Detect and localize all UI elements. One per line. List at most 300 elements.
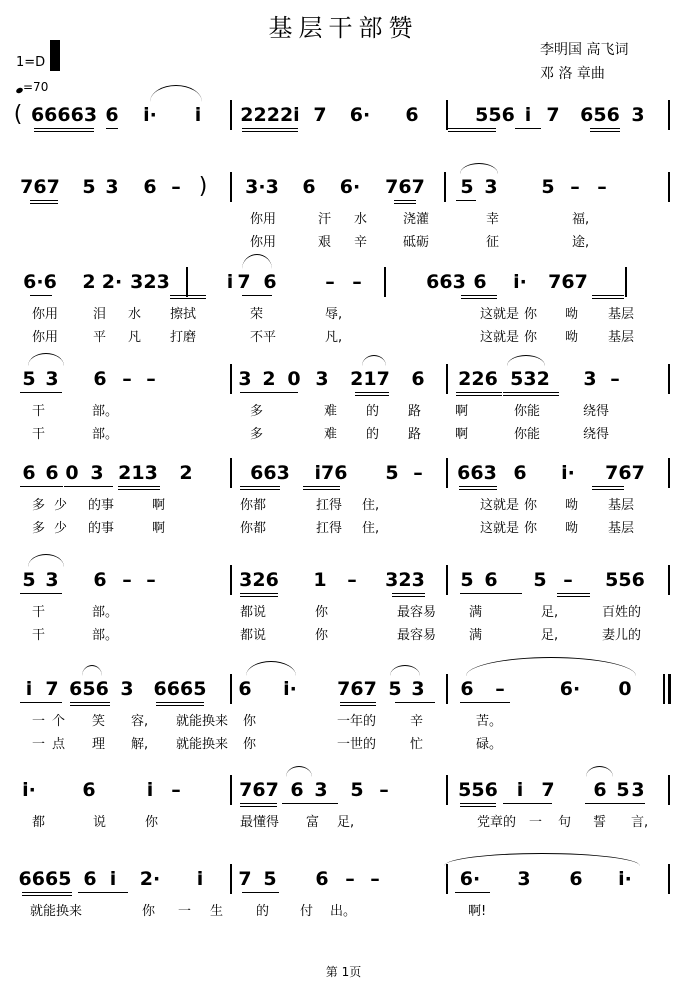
- duration-underline: [448, 128, 496, 129]
- note: 6665: [18, 868, 72, 890]
- note: 6: [83, 868, 97, 890]
- duration-underline: [22, 895, 72, 896]
- lyric-syllable: 足,: [541, 628, 559, 643]
- lyrics-row-2: [0, 423, 687, 443]
- note: 7: [313, 104, 327, 126]
- lyric-syllable: 最容易: [397, 628, 437, 643]
- lyric-syllable: 一: [529, 815, 543, 830]
- note: 7: [238, 868, 252, 890]
- duration-underline: [590, 131, 620, 132]
- lyric-syllable: 都说: [240, 605, 267, 620]
- note: 3: [238, 368, 252, 390]
- lyric-syllable: 水: [128, 307, 142, 322]
- lyric-syllable: 这就是: [480, 521, 520, 536]
- note: 6: [93, 368, 107, 390]
- lyrics-row-2: [0, 231, 687, 251]
- lyric-syllable: 都: [32, 815, 46, 830]
- bar-line: [668, 864, 670, 894]
- duration-underline: [585, 803, 645, 804]
- note: 6·6: [23, 271, 57, 293]
- note: 6: [411, 368, 425, 390]
- lyrics-row-1: [0, 601, 687, 621]
- note: 2·: [101, 271, 123, 293]
- page-title: 基层干部赞: [268, 14, 419, 42]
- lyric-syllable: 多: [250, 404, 264, 419]
- duration-underline: [395, 702, 435, 703]
- notes-row: [0, 368, 687, 398]
- lyric-syllable: 你: [142, 904, 156, 919]
- note: i: [196, 868, 204, 890]
- key-signature: 1=D: [16, 55, 46, 70]
- lyric-syllable: 啊: [455, 427, 469, 442]
- duration-underline: [30, 295, 52, 296]
- lyric-syllable: 呦: [565, 307, 579, 322]
- lyric-syllable: 绕得: [583, 427, 610, 442]
- note: 5: [541, 176, 555, 198]
- bar-line: [230, 674, 232, 704]
- bar-line: [446, 775, 448, 805]
- duration-underline: [515, 128, 541, 129]
- lyric-syllable: 富: [306, 815, 320, 830]
- note: 0: [65, 462, 79, 484]
- lyric-syllable: 少: [54, 498, 68, 513]
- note: 226: [458, 368, 498, 390]
- note: 2: [82, 271, 96, 293]
- slur-mark: [82, 665, 102, 676]
- note: 2: [179, 462, 193, 484]
- lyric-syllable: 基层: [608, 330, 635, 345]
- note: 3: [45, 569, 59, 591]
- note: 3: [631, 779, 645, 801]
- note: 3: [631, 104, 645, 126]
- duration-underline: [460, 803, 496, 804]
- note: i·: [561, 462, 575, 484]
- lyric-syllable: 都说: [240, 628, 267, 643]
- lyric-syllable: 部。: [92, 404, 119, 419]
- note: i·: [618, 868, 632, 890]
- note: 6: [290, 779, 304, 801]
- note: i: [25, 678, 33, 700]
- lyric-syllable: 誓: [593, 815, 607, 830]
- lyric-syllable: 你: [243, 714, 257, 729]
- note: 2·: [139, 868, 161, 890]
- lyric-syllable: 苦。: [476, 714, 503, 729]
- lyric-syllable: 途,: [572, 235, 590, 250]
- bar-line: [668, 458, 670, 488]
- note: –: [146, 569, 156, 591]
- bar-line: [230, 565, 232, 595]
- note: i·: [22, 779, 36, 801]
- duration-underline: [592, 489, 624, 490]
- note: 5: [22, 569, 36, 591]
- duration-underline: [20, 593, 62, 594]
- slur-mark: [390, 665, 420, 676]
- lyric-syllable: 生: [210, 904, 224, 919]
- lyric-syllable: 呦: [565, 330, 579, 345]
- lyric-syllable: 打磨: [170, 330, 197, 345]
- duration-underline: [557, 596, 590, 597]
- duration-underline: [240, 593, 278, 594]
- lyric-syllable: 多: [250, 427, 264, 442]
- note: –: [146, 368, 156, 390]
- lyric-syllable: 辛: [354, 235, 368, 250]
- bar-line: [668, 775, 670, 805]
- duration-underline: [242, 892, 279, 893]
- lyric-syllable: 出。: [330, 904, 357, 919]
- note: 7: [541, 779, 555, 801]
- lyric-syllable: 凡,: [325, 330, 343, 345]
- duration-underline: [459, 486, 497, 487]
- note: –: [352, 271, 362, 293]
- bar-line: [446, 565, 448, 595]
- note: i: [146, 779, 154, 801]
- lyric-syllable: 就能换来: [30, 904, 83, 919]
- note: 663: [250, 462, 290, 484]
- note: 3: [90, 462, 104, 484]
- note: 1: [313, 569, 327, 591]
- note: 3: [583, 368, 597, 390]
- duration-underline: [460, 593, 522, 594]
- lyric-syllable: 这就是: [480, 498, 520, 513]
- lyric-syllable: 啊: [152, 498, 166, 513]
- lyric-syllable: 容,: [131, 714, 149, 729]
- lyric-syllable: 难: [324, 427, 338, 442]
- duration-underline: [20, 486, 63, 487]
- note: 7: [237, 271, 251, 293]
- lyric-syllable: 住,: [362, 521, 380, 536]
- lyrics-row-1: [0, 400, 687, 420]
- note: 6·: [459, 868, 481, 890]
- notes-row: [0, 104, 687, 134]
- lyric-syllable: 呦: [565, 498, 579, 513]
- lyric-syllable: 解,: [131, 737, 149, 752]
- note: 5: [82, 176, 96, 198]
- note: 767: [605, 462, 645, 484]
- slur-mark: [286, 766, 312, 777]
- lyric-syllable: 理: [92, 737, 106, 752]
- lyric-syllable: 幸: [486, 212, 500, 227]
- lyric-syllable: 言,: [631, 815, 649, 830]
- duration-underline: [242, 295, 272, 296]
- note: –: [570, 176, 580, 198]
- lyrics-row-1: [0, 494, 687, 514]
- note: 3: [517, 868, 531, 890]
- duration-underline: [355, 395, 389, 396]
- duration-underline: [78, 892, 128, 893]
- duration-underline: [503, 392, 559, 393]
- note: 767: [385, 176, 425, 198]
- slur-mark: [444, 853, 640, 866]
- lyric-syllable: 就能换来: [176, 737, 229, 752]
- duration-underline: [503, 803, 552, 804]
- note: 6: [593, 779, 607, 801]
- lyric-syllable: 呦: [565, 521, 579, 536]
- note: 5: [350, 779, 364, 801]
- lyric-syllable: 多: [32, 498, 46, 513]
- lyric-syllable: 擦拭: [170, 307, 197, 322]
- page-number: 第 1页: [325, 965, 362, 979]
- note: 6·: [559, 678, 581, 700]
- bar-line: [446, 100, 448, 130]
- lyric-syllable: 你: [524, 521, 538, 536]
- slur-mark: [150, 85, 202, 102]
- note: –: [171, 176, 181, 198]
- lyrics-row-1: [0, 710, 687, 730]
- duration-underline: [557, 593, 590, 594]
- lyric-syllable: 你: [315, 628, 329, 643]
- lyric-syllable: 荣: [250, 307, 264, 322]
- lyric-syllable: 你用: [250, 235, 277, 250]
- duration-underline: [156, 705, 204, 706]
- duration-underline: [394, 200, 416, 201]
- lyric-syllable: 一世的: [337, 737, 377, 752]
- bar-line: [668, 364, 670, 394]
- lyric-syllable: 泪: [93, 307, 107, 322]
- note: 66663: [30, 104, 98, 126]
- notes-row: [0, 462, 687, 492]
- lyric-syllable: 一: [32, 737, 46, 752]
- note: 556: [605, 569, 645, 591]
- note: 6: [93, 569, 107, 591]
- note: 6·: [349, 104, 371, 126]
- duration-underline: [461, 298, 497, 299]
- lyric-syllable: 最容易: [397, 605, 437, 620]
- lyric-syllable: 点: [52, 737, 66, 752]
- note: 3: [315, 368, 329, 390]
- note: 5: [22, 368, 36, 390]
- note: 656: [580, 104, 620, 126]
- note: 6: [263, 271, 277, 293]
- lyric-syllable: 这就是: [480, 330, 520, 345]
- note: 6: [82, 779, 96, 801]
- duration-underline: [460, 702, 510, 703]
- duration-underline: [118, 486, 160, 487]
- notes-row: [0, 678, 687, 708]
- lyric-syllable: 干: [32, 628, 46, 643]
- note: –: [325, 271, 335, 293]
- bar-line: [230, 864, 232, 894]
- slur-mark: [466, 657, 636, 676]
- note: i·: [513, 271, 527, 293]
- duration-underline: [242, 128, 298, 129]
- note: 3·3: [245, 176, 279, 198]
- note: 5: [385, 462, 399, 484]
- note: 6: [460, 678, 474, 700]
- duration-underline: [455, 892, 490, 893]
- note: 5: [388, 678, 402, 700]
- duration-underline: [461, 295, 497, 296]
- note: i·: [283, 678, 297, 700]
- note: 656: [69, 678, 109, 700]
- lyric-syllable: 你: [524, 330, 538, 345]
- lyric-syllable: 的事: [88, 521, 115, 536]
- slur-mark: [362, 355, 386, 366]
- note: 532: [510, 368, 550, 390]
- lyric-syllable: 汗: [318, 212, 332, 227]
- duration-underline: [240, 806, 277, 807]
- note: 556: [475, 104, 515, 126]
- duration-underline: [22, 892, 72, 893]
- bar-line: [668, 172, 670, 202]
- duration-underline: [70, 705, 110, 706]
- note: 6·: [339, 176, 361, 198]
- duration-underline: [456, 392, 502, 393]
- note: 7: [546, 104, 560, 126]
- note: –: [597, 176, 607, 198]
- note: 213: [118, 462, 158, 484]
- lyric-syllable: 辱,: [325, 307, 343, 322]
- note: 556: [458, 779, 498, 801]
- note: 5: [616, 779, 630, 801]
- duration-underline: [106, 128, 118, 129]
- notes-row: [0, 271, 687, 301]
- lyric-syllable: 不平: [250, 330, 277, 345]
- bracket: (: [13, 102, 23, 127]
- duration-underline: [503, 395, 559, 396]
- note: i: [524, 104, 532, 126]
- bar-line: [668, 100, 670, 130]
- note: 323: [130, 271, 170, 293]
- duration-underline: [34, 131, 94, 132]
- duration-underline: [240, 596, 278, 597]
- lyric-syllable: 付: [300, 904, 314, 919]
- lyric-syllable: 一: [178, 904, 192, 919]
- lyric-syllable: 艰: [318, 235, 332, 250]
- note: 2: [262, 368, 276, 390]
- bar-line: [384, 267, 386, 297]
- duration-underline: [456, 200, 476, 201]
- lyric-syllable: 的: [366, 404, 380, 419]
- duration-underline: [592, 295, 624, 296]
- bar-line: [446, 674, 448, 704]
- bar-line: [230, 775, 232, 805]
- bar-line: [230, 364, 232, 394]
- lyric-syllable: 的: [256, 904, 270, 919]
- bar-line: [625, 267, 627, 297]
- slur-mark: [507, 355, 545, 366]
- duration-underline: [394, 203, 416, 204]
- duration-underline: [590, 128, 620, 129]
- duration-underline: [240, 489, 280, 490]
- duration-underline: [592, 486, 624, 487]
- lyric-syllable: 部。: [92, 605, 119, 620]
- lyric-syllable: 你都: [240, 521, 267, 536]
- note: 326: [239, 569, 279, 591]
- note: 6: [45, 462, 59, 484]
- lyric-syllable: 辛: [410, 714, 424, 729]
- duration-underline: [70, 702, 110, 703]
- lyrics-row-1: [0, 900, 687, 920]
- note: –: [122, 569, 132, 591]
- lyric-syllable: 浇灌: [403, 212, 430, 227]
- note: 7: [45, 678, 59, 700]
- lyric-syllable: 你: [524, 498, 538, 513]
- duration-underline: [240, 392, 298, 393]
- bar-line: [186, 267, 188, 297]
- duration-underline: [156, 702, 204, 703]
- time-signature: [50, 44, 58, 74]
- note: 323: [385, 569, 425, 591]
- lyric-syllable: 最懂得: [240, 815, 280, 830]
- lyric-syllable: 水: [354, 212, 368, 227]
- lyric-syllable: 笑: [92, 714, 106, 729]
- lyric-syllable: 党章的: [477, 815, 517, 830]
- lyric-syllable: 一年的: [337, 714, 377, 729]
- note: i: [226, 271, 234, 293]
- lyric-syllable: 说: [93, 815, 107, 830]
- composer: 邓 洛 章曲: [540, 66, 605, 82]
- duration-underline: [592, 298, 624, 299]
- note: 6: [143, 176, 157, 198]
- note: 6665: [153, 678, 207, 700]
- duration-underline: [30, 200, 58, 201]
- note: i: [194, 104, 202, 126]
- lyric-syllable: 干: [32, 605, 46, 620]
- lyric-syllable: 你: [315, 605, 329, 620]
- note: 3: [314, 779, 328, 801]
- duration-underline: [170, 295, 206, 296]
- lyric-syllable: 忙: [410, 737, 424, 752]
- slur-mark: [242, 254, 272, 269]
- lyric-syllable: 你用: [32, 307, 59, 322]
- lyric-syllable: 干: [32, 427, 46, 442]
- note: 3: [484, 176, 498, 198]
- lyric-syllable: 的: [366, 427, 380, 442]
- duration-underline: [392, 593, 425, 594]
- lyrics-row-2: [0, 733, 687, 753]
- bar-line: [444, 172, 446, 202]
- lyrics-row-2: [0, 517, 687, 537]
- duration-underline: [20, 392, 62, 393]
- lyric-syllable: 你用: [32, 330, 59, 345]
- note: 767: [548, 271, 588, 293]
- lyric-syllable: 满: [469, 628, 483, 643]
- note: 5: [533, 569, 547, 591]
- note: –: [171, 779, 181, 801]
- note: –: [379, 779, 389, 801]
- notes-row: [0, 779, 687, 809]
- lyric-syllable: 扛得: [316, 498, 343, 513]
- note: 6: [484, 569, 498, 591]
- lyric-syllable: 就能换来: [176, 714, 229, 729]
- lyric-syllable: 你: [243, 737, 257, 752]
- note: 0: [287, 368, 301, 390]
- lyric-syllable: 基层: [608, 307, 635, 322]
- lyric-syllable: 平: [93, 330, 107, 345]
- bar-line: [230, 458, 232, 488]
- lyrics-row-1: [0, 208, 687, 228]
- lyric-syllable: 你能: [514, 427, 541, 442]
- note: 663: [426, 271, 466, 293]
- lyric-syllable: 你能: [514, 404, 541, 419]
- duration-underline: [460, 806, 496, 807]
- notes-row: [0, 569, 687, 599]
- note: 767: [239, 779, 279, 801]
- lyric-syllable: 妻儿的: [602, 628, 642, 643]
- lyric-syllable: 少: [54, 521, 68, 536]
- lyric-syllable: 福,: [572, 212, 590, 227]
- duration-underline: [170, 298, 206, 299]
- note: –: [610, 368, 620, 390]
- credits: [540, 38, 628, 86]
- note: 6: [473, 271, 487, 293]
- lyric-syllable: 基层: [608, 498, 635, 513]
- duration-underline: [392, 596, 425, 597]
- note: i·: [143, 104, 157, 126]
- duration-underline: [64, 486, 113, 487]
- lyric-syllable: 一: [32, 714, 46, 729]
- lyric-syllable: 扛得: [316, 521, 343, 536]
